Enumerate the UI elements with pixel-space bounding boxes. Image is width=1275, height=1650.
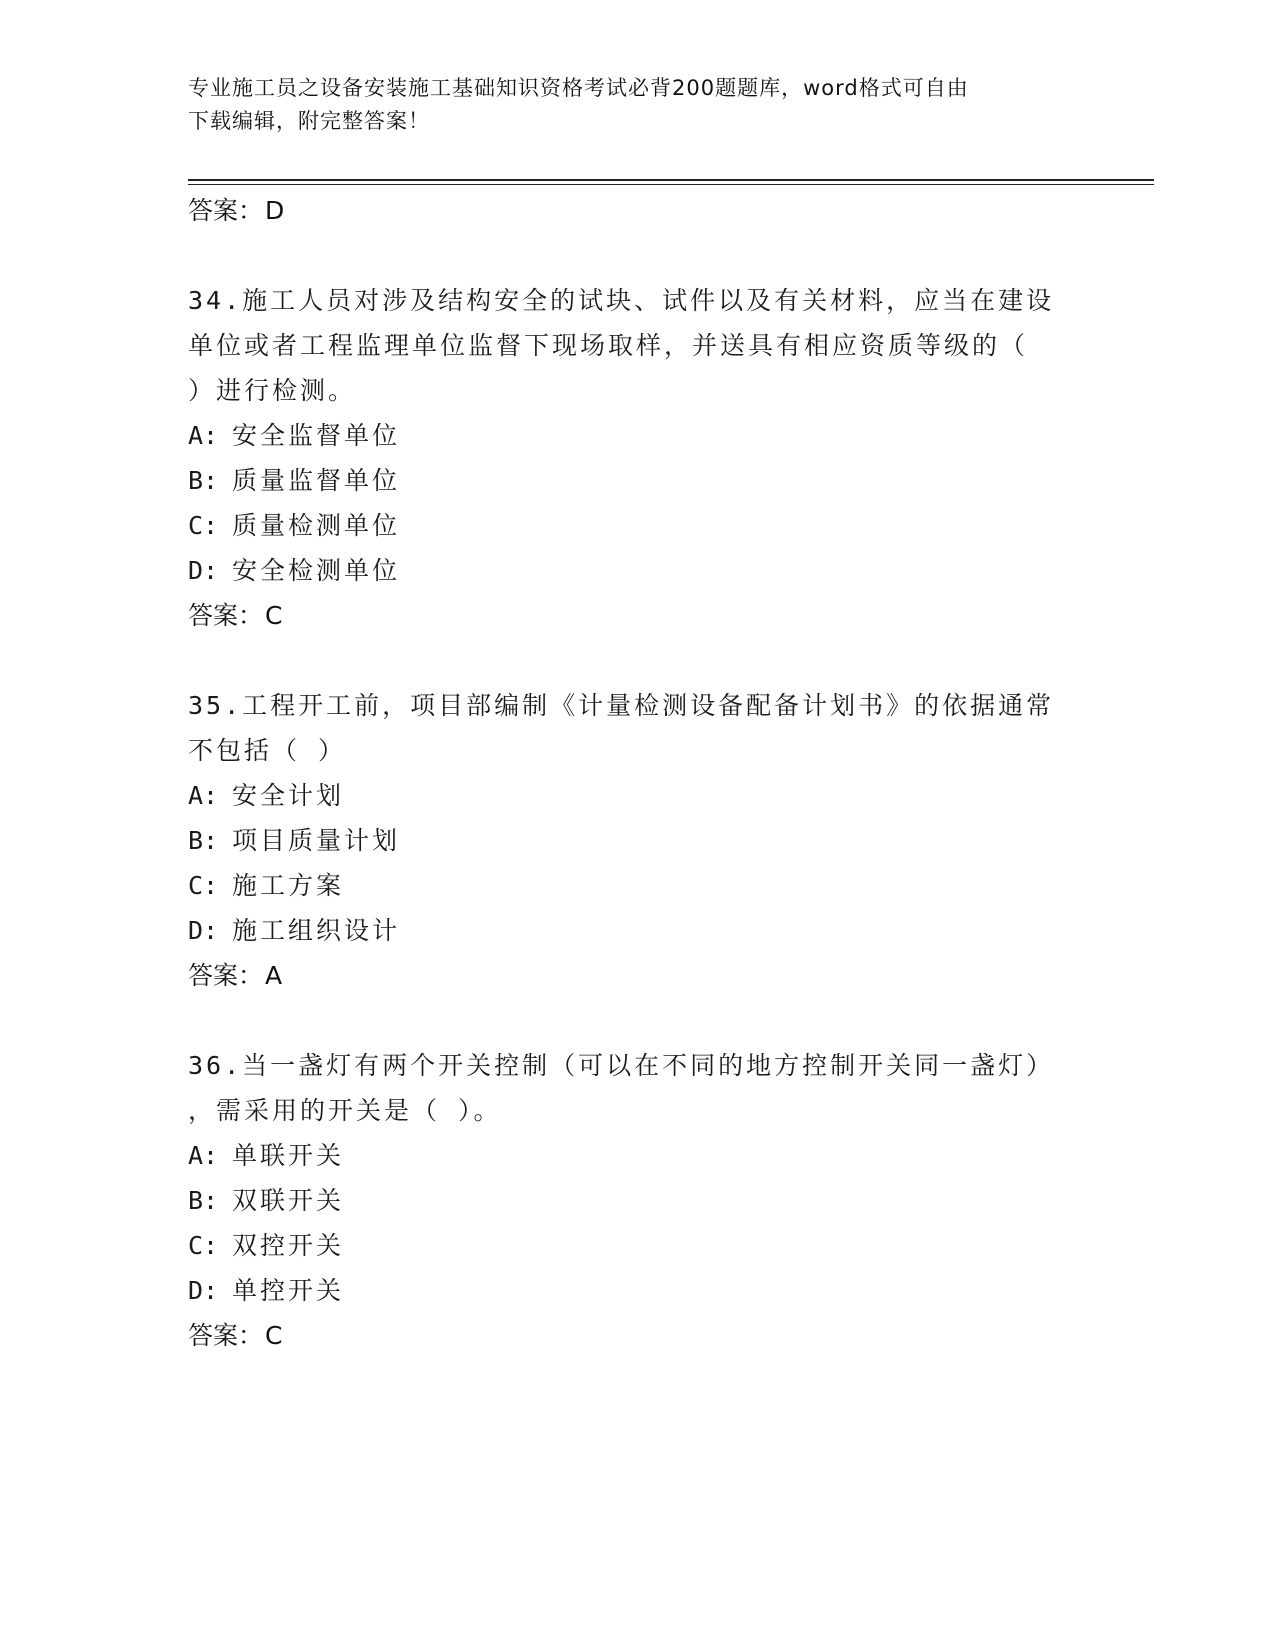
spacer [188, 639, 1088, 683]
answer-label: 答案： [188, 196, 264, 225]
answer-line [188, 1313, 1088, 1359]
option-text: 施工方案 [232, 871, 345, 900]
option-text: 双联开关 [232, 1186, 345, 1215]
question-text-line: 不包括（ ） [188, 736, 347, 765]
page-header [188, 72, 1078, 138]
answer-value: A [265, 961, 283, 990]
spacer [188, 234, 1088, 278]
option-key: C: [188, 511, 219, 540]
answer-label: 答案： [188, 601, 264, 630]
option-key: B: [188, 826, 219, 855]
answer-line [188, 953, 1088, 999]
header-divider-thin [188, 184, 1154, 185]
option-b [188, 1178, 1088, 1223]
answer-label: 答案： [188, 961, 264, 990]
option-b [188, 458, 1088, 503]
option-key: C: [188, 1231, 219, 1260]
answer-value: C [265, 601, 283, 630]
question-text-line: 35.工程开工前，项目部编制《计量检测设备配备计划书》的依据通常 [188, 691, 1055, 720]
option-key: A: [188, 1141, 219, 1170]
option-d [188, 548, 1088, 593]
answer-line [188, 593, 1088, 639]
option-key: D: [188, 916, 219, 945]
header-title-line-1: 专业施工员之设备安装施工基础知识资格考试必背200题题库，word格式可自由 [188, 76, 969, 100]
option-d [188, 908, 1088, 953]
question-text-line: 单位或者工程监理单位监督下现场取样，并送具有相应资质等级的（ [188, 331, 1029, 360]
option-b [188, 818, 1088, 863]
question-block-34 [188, 278, 1088, 639]
option-key: B: [188, 1186, 219, 1215]
option-text: 安全监督单位 [232, 421, 401, 450]
option-a [188, 413, 1088, 458]
header-title-line-2: 下载编辑，附完整答案！ [188, 109, 430, 133]
option-text: 质量检测单位 [232, 511, 401, 540]
question-text-line: 36.当一盏灯有两个开关控制（可以在不同的地方控制开关同一盏灯） [188, 1051, 1055, 1080]
option-key: A: [188, 421, 219, 450]
option-d [188, 1268, 1088, 1313]
answer-value: D [265, 196, 285, 225]
question-text-line: 34.施工人员对涉及结构安全的试块、试件以及有关材料，应当在建设 [188, 286, 1055, 315]
answer-line-prev [188, 188, 1088, 234]
option-text: 安全计划 [232, 781, 345, 810]
option-text: 双控开关 [232, 1231, 345, 1260]
option-c [188, 1223, 1088, 1268]
option-key: C: [188, 871, 219, 900]
question-block-35 [188, 683, 1088, 999]
option-key: D: [188, 556, 219, 585]
option-key: D: [188, 1276, 219, 1305]
option-text: 单联开关 [232, 1141, 345, 1170]
option-text: 单控开关 [232, 1276, 345, 1305]
option-key: A: [188, 781, 219, 810]
answer-value: C [265, 1321, 283, 1350]
question-content [188, 188, 1088, 1359]
question-text-line: ）进行检测。 [188, 376, 357, 405]
option-a [188, 1133, 1088, 1178]
option-a [188, 773, 1088, 818]
option-c [188, 503, 1088, 548]
header-divider-thick [188, 179, 1154, 181]
answer-label: 答案： [188, 1321, 264, 1350]
option-key: B: [188, 466, 219, 495]
option-text: 安全检测单位 [232, 556, 401, 585]
spacer [188, 999, 1088, 1043]
option-text: 项目质量计划 [232, 826, 401, 855]
question-text-line: ，需采用的开关是（ ）。 [188, 1096, 502, 1125]
option-c [188, 863, 1088, 908]
option-text: 质量监督单位 [232, 466, 401, 495]
question-block-36 [188, 1043, 1088, 1359]
option-text: 施工组织设计 [232, 916, 401, 945]
